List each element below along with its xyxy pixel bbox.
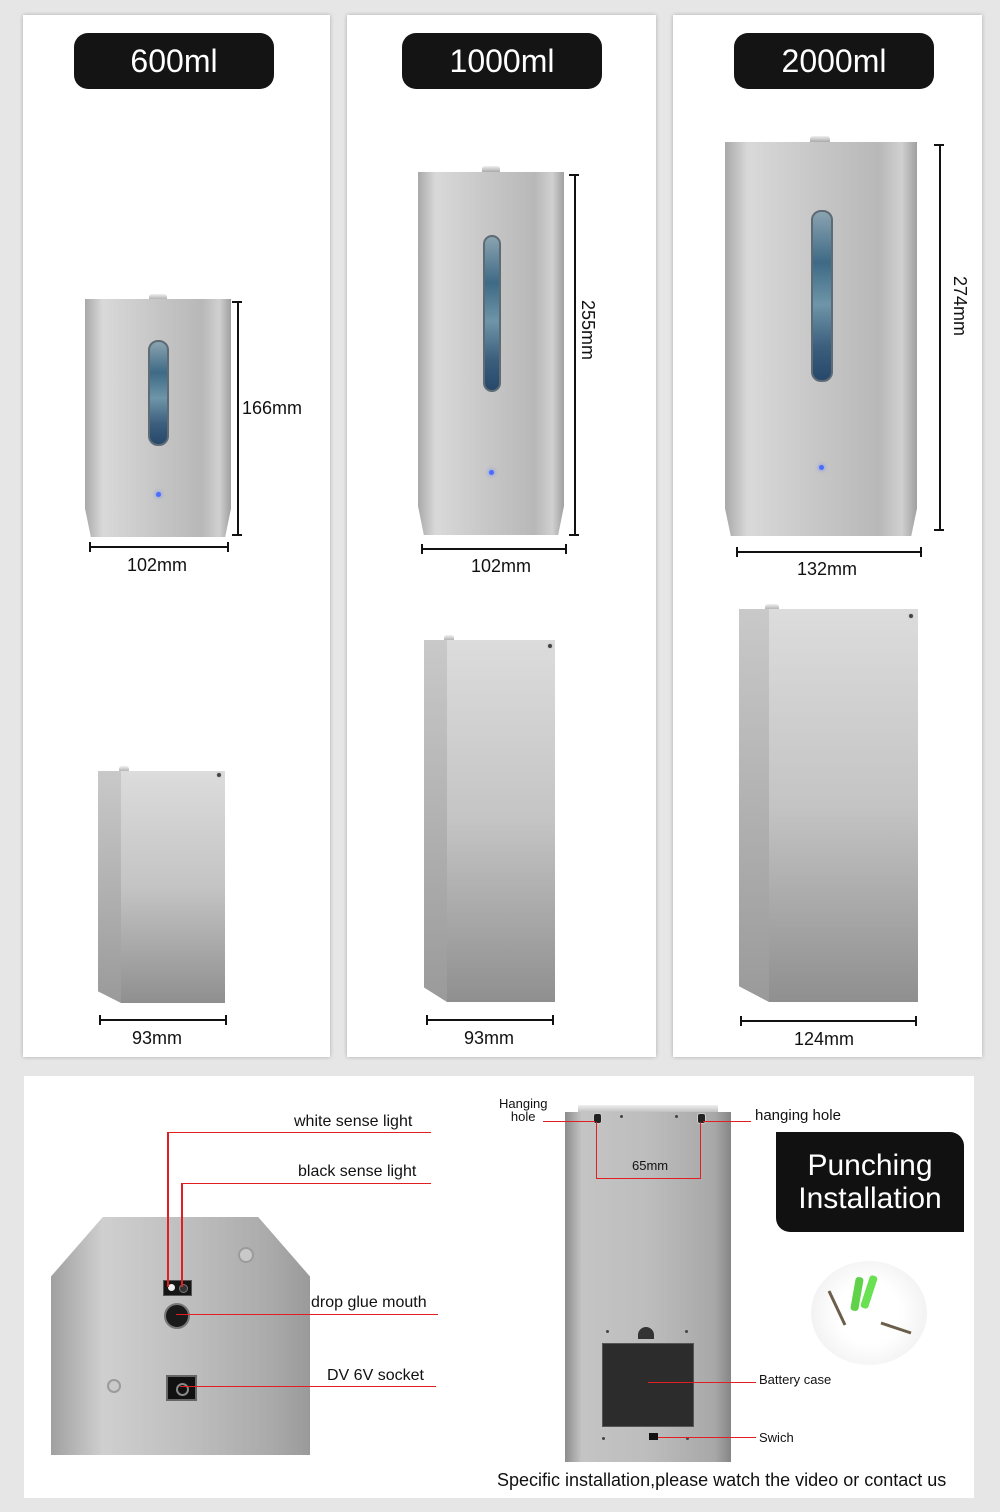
- drop-glue-mouth: [164, 1303, 190, 1329]
- front-width-dimension: 102mm: [471, 556, 532, 576]
- sense-led: [489, 470, 494, 475]
- battery-case: [602, 1343, 694, 1427]
- hanging-hole-left-marker: [593, 1113, 602, 1124]
- dc-socket: [166, 1375, 197, 1401]
- side-width-dimension: 93mm: [464, 1028, 515, 1048]
- hanging-hole-left-label: Hanging hole: [499, 1096, 548, 1124]
- sense-led: [156, 492, 161, 497]
- dc-socket-label: DV 6V socket: [327, 1367, 424, 1384]
- height-dimension: 274mm: [950, 276, 970, 337]
- side-width-dimension: 124mm: [794, 1029, 855, 1049]
- hanging-hole-right-marker: [697, 1113, 706, 1124]
- height-dimension: 166mm: [242, 398, 303, 418]
- level-window: [811, 210, 833, 382]
- front-width-dimension: 132mm: [797, 559, 858, 579]
- screws-anchors-image: [811, 1261, 927, 1365]
- switch-label: Swich: [759, 1430, 794, 1445]
- hole-spacing-label: 65mm: [632, 1158, 669, 1173]
- panel-1000ml: [347, 15, 656, 1057]
- drop-glue-mouth-label: drop glue mouth: [311, 1294, 427, 1311]
- punching-installation-badge: [776, 1132, 964, 1232]
- level-window: [483, 235, 501, 392]
- size-title-1000ml: 1000ml: [402, 33, 602, 89]
- level-window: [148, 340, 169, 446]
- size-title-2000ml: 2000ml: [734, 33, 934, 89]
- height-dimension: 255mm: [578, 300, 598, 361]
- footer-note: Specific installation,please watch the video or contact us: [497, 1470, 947, 1490]
- front-width-dimension: 102mm: [127, 555, 188, 575]
- panel-600ml: [23, 15, 330, 1057]
- white-sense-light-label: white sense light: [294, 1113, 413, 1130]
- battery-case-label: Battery case: [759, 1372, 832, 1387]
- hanging-hole-right-label: hanging hole: [755, 1107, 841, 1124]
- black-sense-light-label: black sense light: [298, 1163, 417, 1180]
- side-width-dimension: 93mm: [132, 1028, 183, 1048]
- power-switch: [649, 1433, 658, 1440]
- punching-line1: Punching: [807, 1149, 933, 1182]
- panel-2000ml: [673, 15, 982, 1057]
- punching-line2: Installation: [798, 1182, 942, 1215]
- size-title-600ml: 600ml: [74, 33, 274, 89]
- sense-led: [819, 465, 824, 470]
